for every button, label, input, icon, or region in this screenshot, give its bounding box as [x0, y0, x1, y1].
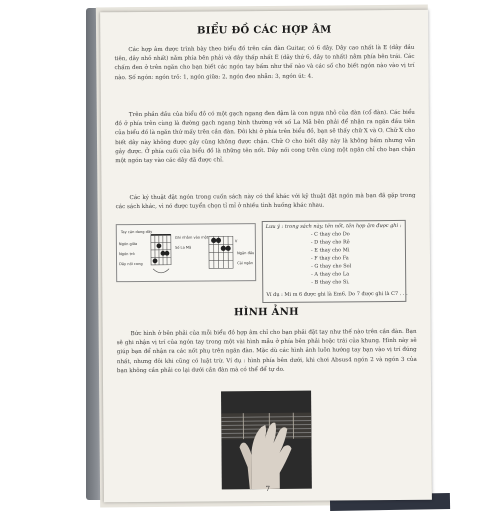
- legend-item-b: - B thay cho Si.: [311, 279, 350, 286]
- diagram-label-left-3: Ngón trỏ: [118, 252, 135, 257]
- hand-photo-svg: [221, 391, 312, 490]
- diagram-label-left-1: Tay cản dang dây: [120, 229, 153, 235]
- chord-diagram-illustration: [116, 223, 256, 282]
- legend-example: Ví dụ : Mi m 6 được ghi là Em6, Do 7 được ghi là C7 . . .: [266, 290, 408, 298]
- chord-diagram-1: [151, 235, 171, 273]
- chord-diagrams-svg: [117, 224, 255, 281]
- chords-intro-paragraph: Các hợp âm được trình bày theo biểu đồ trên cần đàn Guitar, có 6 dây. Dây cao nhất là E (dây đầu tiên, dây nhỏ nhất) nằm phía bên phải và dây thấp nhất E (dây thứ 6, dây to nhất) nằm phía bên trái. Các chấm đen ở trên ngăn cho bạn biết các ngón tay bấm như thế nào và các số cho biết ngón nào vào vị trí nào. Số ngón: ngón trỏ: 1, ngón giữa: 2, ngón đeo nhẫn: 3, ngón út: 4.: [114, 44, 415, 81]
- images-heading: HÌNH ẢNH: [233, 306, 299, 319]
- diagram-label-right-1: Ghi nhằm vào một: [174, 235, 209, 240]
- chords-heading: BIỂU ĐỒ CÁC HỢP ÂM: [196, 24, 332, 37]
- roman-numeral-label: V: [234, 239, 238, 244]
- legend-item-e: - E thay cho Mi: [310, 247, 350, 254]
- chords-second-paragraph: Trên phần đầu của biểu đồ có một gạch ngang đen đậm là con ngựa nhỏ của đàn (cổ đàn). Các biểu đồ ở phía trên cùng là đường gạch ngang bình thường với số La Mã bên phải để nhận ra ngăn đầu tiên của biểu đồ là ngăn thứ mấy trên cần đàn. Đôi khi ở phía trên biểu đồ, bạn sẽ thấy chữ X và O. Chữ X cho biết dây này không được gảy cũng không được chặn. Chữ O cho biết dây này là không bấm nhưng vẫn gảy được. Ở phía cuối của biểu đồ là những tên nốt. Dây nối cong trên cùng một ngăn chỉ cho bạn chặn một ngón tay vào các dây đã được chỉ.: [114, 109, 416, 165]
- legend-item-f: - F thay cho Fa: [310, 255, 349, 262]
- images-paragraph: Bức hình ở bên phải của mỗi biểu đồ hợp âm chỉ cho bạn phải đặt tay như thế nào trên cần đàn. Bạn sẽ ghi nhận vị trí của ngón tay trong một vài hình mẫu ở phía bên phải hoặc trái của khung. Hình này sẽ giúp bạn để nhận ra các nốt phụ trên ngăn đàn. Mặc dù các hình ảnh luôn hướng tay bạn vào vị trí đúng nhất, nhưng đôi khi cũng có luật trừ. Ví dụ : hình phía bên dưới, khi chơi Absus4 ngón 2 và ngón 3 của bạn không cần phải co lại dưới cần đàn mà có thể để tự do.: [116, 328, 417, 374]
- note-legend-box: [262, 220, 407, 303]
- chord-diagram-2: [209, 236, 238, 268]
- page-number: 7: [265, 484, 271, 494]
- diagram-label-left-4: Dây nối cong: [119, 261, 143, 267]
- book-page: [100, 10, 432, 503]
- diagram-label-right-2: Số La Mã: [174, 245, 192, 250]
- diagram-label-left-2: Ngón giữa: [118, 242, 138, 247]
- legend-item-d: - D thay cho Rê: [310, 239, 350, 246]
- legend-item-g: - G thay cho Sol: [311, 263, 352, 270]
- diagram-label-right-4: Cái ngắn: [237, 261, 253, 266]
- legend-item-c: - C thay cho Do: [310, 231, 350, 238]
- hand-on-fretboard-photo: [221, 391, 312, 490]
- legend-item-a: - A thay cho La: [311, 271, 350, 278]
- diagram-label-right-3: Ngăn đầu: [236, 251, 255, 256]
- legend-title: Lưu ý : trong sách này, tên nốt, tên hợp âm được ghi :: [265, 222, 402, 231]
- chords-third-paragraph: Các ký thuật đặt ngón trong cuốn sách này có thể khác với kỹ thuật đặt ngón mà bạn đã gặp trong các sách khác, vì nó được tuyển chọn tỉ mỉ ở nhiều tình huống khác nhau.: [115, 192, 416, 211]
